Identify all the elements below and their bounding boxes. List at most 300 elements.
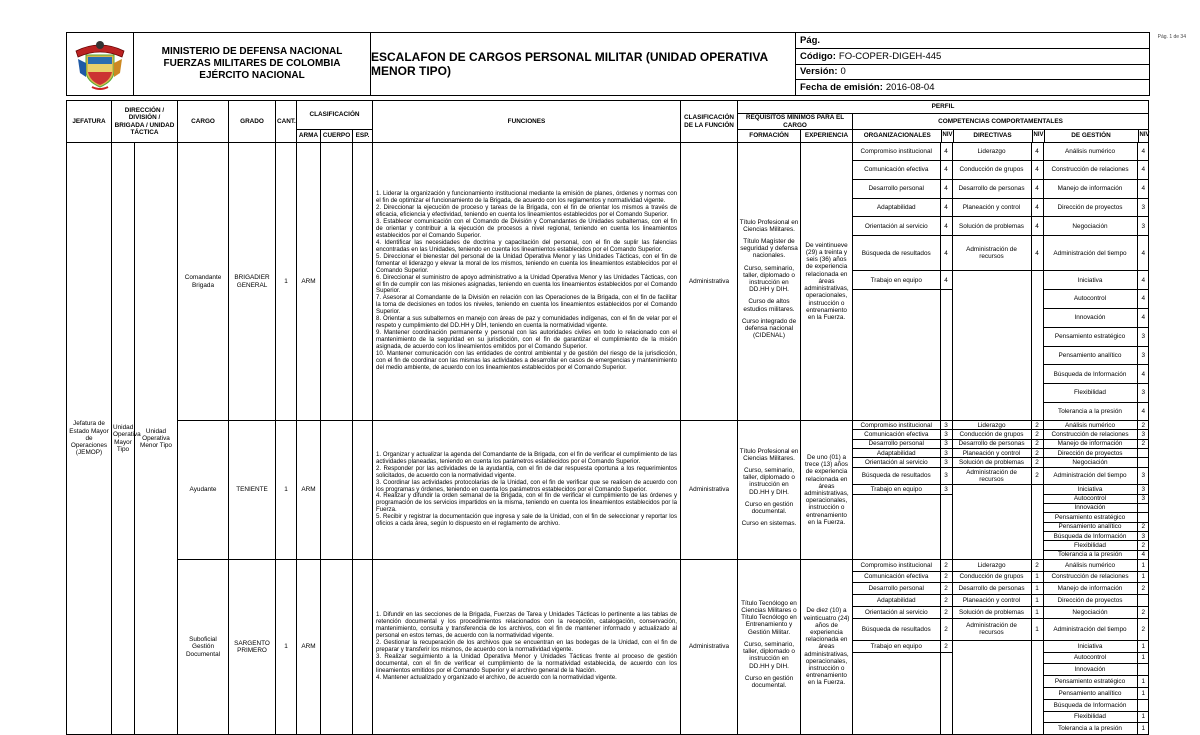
esp-cell [353, 560, 373, 735]
competencia-row [853, 467, 1149, 485]
organizacional-item: Comunicación efectiva [853, 161, 940, 180]
competencia-row [853, 402, 1149, 420]
organizacional-item [853, 652, 940, 664]
gestion-nivel: 1 [1137, 652, 1149, 664]
jefatura-cell: Jefatura de Estado Mayor de Operaciones (JEMOP) [67, 143, 112, 735]
directiva-nivel: 2 [1031, 448, 1043, 457]
organizacional-item [853, 494, 940, 503]
col-competencias: COMPETENCIAS COMPORTAMENTALES [853, 114, 1149, 130]
organizacional-item: Adaptabilidad [853, 198, 940, 217]
directiva-item [952, 664, 1031, 676]
gestion-nivel [1137, 595, 1149, 607]
competencia-row [853, 458, 1149, 467]
gestion-nivel: 3 [1137, 485, 1149, 494]
gestion-item: Administración del tiempo [1043, 236, 1137, 271]
cargo-cell: Comandante Brigada [178, 143, 229, 421]
clasif-funcion-cell: Administrativa [681, 560, 738, 735]
organizacional-nivel: 4 [940, 271, 952, 290]
competencia-row [853, 448, 1149, 457]
gestion-nivel: 1 [1137, 571, 1149, 583]
organizacional-item [853, 541, 940, 550]
gestion-nivel: 3 [1137, 384, 1149, 403]
directiva-item [952, 365, 1031, 384]
gestion-item: Pensamiento estratégico [1043, 327, 1137, 346]
directiva-nivel [1031, 522, 1043, 531]
formacion-item: Curso en gestión documental. [744, 674, 794, 689]
directiva-item [952, 640, 1031, 652]
formacion-item: Curso en gestión documental. [744, 500, 794, 515]
directiva-item [952, 494, 1031, 503]
organizacional-nivel: 4 [940, 198, 952, 217]
competencia-row [853, 503, 1149, 512]
funcion-item: 3. Realizar seguimiento a la Unidad Operativa Menor y Unidades Tácticas frente al proceso de gestión documental, con el fin de verificar el cumplimiento de la normatividad establecida, de acuerdo con los lineamientos emitidos por el Comando Superior y el archivo general de la Nación. [376, 652, 677, 674]
gestion-nivel: 3 [1137, 467, 1149, 485]
org-line-forces: FUERZAS MILITARES DE COLOMBIA [163, 58, 341, 69]
directiva-nivel [1031, 676, 1043, 688]
organizacional-nivel [940, 522, 952, 531]
funcion-item: 1. Liderar la organización y funcionamiento institucional mediante la emisión de planes, órdenes y normas con el fin de optimizar el funcionamiento de la Brigada, de acuerdo con los reglamentos y normatividad vigente. [376, 190, 677, 205]
gestion-item: Análisis numérico [1043, 560, 1137, 571]
organizacional-nivel [940, 365, 952, 384]
funcion-item: 4. Mantener actualizado y organizado el archivo, de acuerdo con la normatividad vigente. [376, 673, 617, 681]
arma-cell: ARM [297, 560, 321, 735]
gestion-nivel: 3 [1137, 198, 1149, 217]
organizacional-item: Trabajo en equipo [853, 485, 940, 494]
directiva-nivel [1031, 687, 1043, 699]
competencia-row [853, 583, 1149, 595]
col-funciones: FUNCIONES [373, 101, 681, 143]
directiva-item: Liderazgo [952, 560, 1031, 571]
competencia-row [853, 676, 1149, 688]
competencia-row [853, 384, 1149, 403]
organizacional-item: Adaptabilidad [853, 595, 940, 607]
gestion-nivel: 1 [1137, 560, 1149, 571]
table-row [67, 421, 1149, 560]
organizacional-nivel [940, 699, 952, 711]
organizacional-item [853, 308, 940, 327]
esp-cell [353, 143, 373, 421]
cuerpo-cell [321, 421, 353, 560]
directiva-item: Desarrollo de personas [952, 583, 1031, 595]
cant-cell: 1 [276, 143, 297, 421]
directiva-item: Conducción de grupos [952, 571, 1031, 583]
col-cargo: CARGO [178, 101, 229, 143]
positions-table [66, 100, 1149, 735]
cuerpo-cell [321, 560, 353, 735]
organizacional-item [853, 513, 940, 522]
directiva-item: Planeación y control [952, 448, 1031, 457]
directiva-item [952, 290, 1031, 309]
competencia-row [853, 664, 1149, 676]
gestion-item: Análisis numérico [1043, 421, 1137, 430]
gestion-nivel [1137, 699, 1149, 711]
competencias-cell [853, 560, 1149, 735]
formacion-item: Título Profesional en Ciencias Militares. [739, 447, 799, 462]
arma-cell: ARM [297, 143, 321, 421]
gestion-item: Manejo de información [1043, 439, 1137, 448]
col-experiencia: EXPERIENCIA [801, 130, 853, 143]
formacion-item: Curso en sistemas. [741, 520, 797, 528]
organizacional-nivel [940, 327, 952, 346]
gestion-nivel: 3 [1137, 531, 1149, 540]
gestion-item: Dirección de proyectos [1043, 198, 1137, 217]
meta-code: Código: FO-COPER-DIGEH-445 [796, 49, 1149, 65]
gestion-item: Innovación [1043, 503, 1137, 512]
organizacional-nivel [940, 711, 952, 723]
competencia-row [853, 699, 1149, 711]
organizacional-nivel: 2 [940, 560, 952, 571]
competencias-table [853, 143, 1149, 420]
gestion-item: Construcción de relaciones [1043, 430, 1137, 439]
organizacional-nivel: 3 [940, 485, 952, 494]
organizacional-item: Adaptabilidad [853, 448, 940, 457]
organizacional-nivel: 4 [940, 161, 952, 180]
competencia-row [853, 652, 1149, 664]
gestion-nivel: 2 [1137, 421, 1149, 430]
organizacional-item [853, 664, 940, 676]
formacion-item: Curso, seminario, taller, diplomado o instrucción en DD.HH y DIH. [743, 264, 795, 294]
organizacional-item [853, 346, 940, 365]
gestion-item: Administración del tiempo [1043, 618, 1137, 640]
organizacional-item [853, 522, 940, 531]
competencia-row [853, 161, 1149, 180]
competencia-row [853, 421, 1149, 430]
competencia-row [853, 494, 1149, 503]
col-esp: ESP. [353, 130, 373, 143]
gestion-item: Flexibilidad [1043, 541, 1137, 550]
directiva-nivel [1031, 346, 1043, 365]
gestion-item: Iniciativa [1043, 640, 1137, 652]
directiva-item: Solución de problemas [952, 458, 1031, 467]
competencia-row [853, 541, 1149, 550]
grado-cell: TENIENTE [229, 421, 276, 560]
directiva-nivel [1031, 652, 1043, 664]
gestion-item: Innovación [1043, 664, 1137, 676]
directiva-item: Administración de recursos [952, 236, 1031, 271]
gestion-nivel: 1 [1137, 711, 1149, 723]
gestion-nivel: 3 [1137, 217, 1149, 236]
gestion-item: Dirección de proyectos [1043, 448, 1137, 457]
directiva-item [952, 541, 1031, 550]
organizacional-item [853, 711, 940, 723]
directiva-item [952, 485, 1031, 494]
organizacional-nivel: 2 [940, 618, 952, 640]
gestion-item: Pensamiento estratégico [1043, 513, 1137, 522]
directiva-item [952, 531, 1031, 540]
gestion-item: Autocontrol [1043, 652, 1137, 664]
directiva-nivel: 4 [1031, 179, 1043, 198]
funcion-item: 8. Orientar a sus subalternos en manejo con áreas de paz y comunidades indígenas, con el fin de velar por el respeto y cumplimiento del DD.HH y DIH, teniendo en cuenta la normatividad vigente. [376, 315, 677, 330]
organizacional-nivel: 3 [940, 458, 952, 467]
gestion-item: Flexibilidad [1043, 711, 1137, 723]
meta-date: Fecha de emisión: 2016-08-04 [800, 82, 935, 94]
gestion-nivel: 3 [1137, 430, 1149, 439]
funciones-cell [373, 560, 681, 735]
competencia-row [853, 236, 1149, 271]
directiva-nivel [1031, 327, 1043, 346]
cant-cell: 1 [276, 560, 297, 735]
competencia-row [853, 217, 1149, 236]
directiva-item: Conducción de grupos [952, 161, 1031, 180]
funcion-item: 2. Gestionar la recuperación de los archivos que se encuentran en las bodegas de la Unidad, con el fin de preparar y transferir los mismos, de acuerdo con la normatividad vigente. [376, 639, 677, 653]
organizacional-item [853, 550, 940, 559]
gestion-nivel: 2 [1137, 439, 1149, 448]
organizacional-item [853, 290, 940, 309]
directiva-nivel: 2 [1031, 467, 1043, 485]
directiva-item: Solución de problemas [952, 217, 1031, 236]
gestion-item: Pensamiento analítico [1043, 522, 1137, 531]
directiva-nivel: 2 [1031, 421, 1043, 430]
gestion-item: Flexibilidad [1043, 384, 1137, 403]
gestion-item: Iniciativa [1043, 271, 1137, 290]
organizacional-nivel: 4 [940, 217, 952, 236]
directiva-nivel: 1 [1031, 618, 1043, 640]
gestion-nivel [1137, 664, 1149, 676]
directiva-nivel [1031, 699, 1043, 711]
document-header [66, 32, 1150, 96]
organizacional-nivel [940, 346, 952, 365]
gestion-nivel [1137, 448, 1149, 457]
formacion-item: Curso, seminario, taller, diplomado o instrucción en DD.HH y DIH. [743, 640, 795, 670]
funcion-item: 3. Establecer comunicación con el Comando de División y Comandantes de Unidades subalternas, con el fin de orientar y contribuir a la ejecución de procesos a nivel regional, teniendo en cuenta los lineamientos establecidos por el Comando Superior. [376, 217, 677, 239]
organizacional-nivel [940, 513, 952, 522]
directiva-nivel: 2 [1031, 439, 1043, 448]
organizacional-nivel: 3 [940, 421, 952, 430]
col-cant: CANT. [276, 101, 297, 143]
organizacional-item: Orientación al servicio [853, 606, 940, 618]
organization-block [134, 33, 371, 95]
directiva-nivel [1031, 531, 1043, 540]
table-row [67, 143, 1149, 421]
organizacional-nivel [940, 676, 952, 688]
organizacional-item [853, 365, 940, 384]
organizacional-item: Desarrollo personal [853, 583, 940, 595]
organizacional-nivel [940, 503, 952, 512]
directiva-item [952, 676, 1031, 688]
clasif-funcion-cell: Administrativa [681, 143, 738, 421]
directiva-nivel [1031, 723, 1043, 734]
gestion-nivel: 2 [1137, 522, 1149, 531]
directiva-item: Solución de problemas [952, 606, 1031, 618]
gestion-item: Manejo de información [1043, 583, 1137, 595]
gestion-nivel: 1 [1137, 687, 1149, 699]
organizacional-item [853, 402, 940, 420]
directiva-item: Desarrollo de personas [952, 179, 1031, 198]
directiva-nivel: 1 [1031, 595, 1043, 607]
competencia-row [853, 723, 1149, 734]
unidad-cell: Unidad Operativa Menor Tipo [135, 143, 178, 735]
organizacional-nivel: 4 [940, 236, 952, 271]
col-arma: ARMA [297, 130, 321, 143]
gestion-nivel: 2 [1137, 618, 1149, 640]
directiva-nivel [1031, 503, 1043, 512]
directiva-nivel: 4 [1031, 161, 1043, 180]
directiva-nivel: 4 [1031, 198, 1043, 217]
competencia-row [853, 143, 1149, 161]
grado-cell: SARGENTO PRIMERO [229, 560, 276, 735]
gestion-item: Manejo de información [1043, 179, 1137, 198]
gestion-item: Dirección de proyectos [1043, 595, 1137, 607]
directiva-nivel [1031, 308, 1043, 327]
organizacional-nivel: 3 [940, 467, 952, 485]
gestion-item: Tolerancia a la presión [1043, 550, 1137, 559]
organizacional-nivel [940, 687, 952, 699]
directiva-nivel [1031, 550, 1043, 559]
directiva-nivel [1031, 271, 1043, 290]
funcion-item: 2. Direccionar la ejecución de proceso y tareas de la Brigada, con el fin de orientar los mismos a través de eficacia, eficiencia y efectividad, teniendo en cuenta los lineamientos establecidos por el Comando Superior. [376, 204, 677, 218]
page-number: Pág. 1 de 34 [1157, 34, 1186, 40]
gestion-item: Construcción de relaciones [1043, 571, 1137, 583]
gestion-nivel: 4 [1137, 290, 1149, 309]
organizacional-nivel [940, 402, 952, 420]
col-clasif-funcion: CLASIFICACIÓN DE LA FUNCIÓN [681, 101, 738, 143]
organizacional-item [853, 531, 940, 540]
competencia-row [853, 522, 1149, 531]
meta-page: Pág. [796, 33, 1149, 49]
col-clasificacion: CLASIFICACIÓN [297, 101, 373, 130]
cargo-cell: Suboficial Gestión Documental [178, 560, 229, 735]
organizacional-nivel [940, 652, 952, 664]
grado-cell: BRIGADIER GENERAL [229, 143, 276, 421]
org-line-ministry: MINISTERIO DE DEFENSA NACIONAL [161, 46, 343, 57]
competencia-row [853, 560, 1149, 571]
col-perfil: PERFIL [738, 101, 1149, 114]
funciones-cell [373, 143, 681, 421]
gestion-item: Búsqueda de Información [1043, 699, 1137, 711]
competencia-row [853, 271, 1149, 290]
directiva-item [952, 271, 1031, 290]
document-meta [796, 33, 1149, 95]
organizacional-item [853, 384, 940, 403]
organizacional-item [853, 503, 940, 512]
organizacional-item: Búsqueda de resultados [853, 618, 940, 640]
directiva-item: Administración de recursos [952, 467, 1031, 485]
gestion-item: Negociación [1043, 458, 1137, 467]
directiva-nivel: 2 [1031, 560, 1043, 571]
formacion-item: Curso integrado de defensa nacional (CIDENAL) [741, 317, 797, 340]
gestion-nivel [1137, 503, 1149, 512]
gestion-item: Autocontrol [1043, 290, 1137, 309]
competencia-row [853, 179, 1149, 198]
directiva-item [952, 522, 1031, 531]
gestion-nivel: 1 [1137, 723, 1149, 734]
organizacional-item [853, 699, 940, 711]
gestion-nivel: 3 [1137, 327, 1149, 346]
gestion-item: Autocontrol [1043, 494, 1137, 503]
gestion-nivel: 2 [1137, 606, 1149, 618]
col-requisitos: REQUISITOS MÍNIMOS PARA EL CARGO [738, 114, 853, 130]
competencia-row [853, 485, 1149, 494]
funcion-item: 4. Identificar las necesidades de doctrina y capacitación del personal, con el fin de suplir las falencias encontradas en las Unidades, teniendo en cuenta los lineamientos establecidos por el Comando Superior. [376, 238, 677, 253]
gestion-item: Administración del tiempo [1043, 467, 1137, 485]
funcion-item: 5. Recibir y registrar la documentación que ingresa y sale de la Unidad, con el fin de seleccionar y reportar los oficios a cada área, según lo dispuesto en el reglamento de archivo. [376, 513, 677, 528]
col-grado: GRADO [229, 101, 276, 143]
formacion-item: Título Tecnólogo en Ciencias Militares o Título Tecnólogo en Entrenamiento y Gestión Militar. [741, 599, 797, 636]
competencia-row [853, 430, 1149, 439]
competencia-row [853, 606, 1149, 618]
funcion-item: 1. Organizar y actualizar la agenda del Comandante de la Brigada, con el fin de verificar el cumplimiento de las actividades planeadas, teniendo en cuenta los parámetros establecidos por el Comando Superior. [376, 450, 677, 465]
competencia-row [853, 346, 1149, 365]
gestion-nivel: 2 [1137, 583, 1149, 595]
funcion-item: 6. Direccionar el suministro de apoyo administrativo a la Unidad Operativa Menor y las Unidades Tácticas, con el fin de cumplir con las misiones asignadas, teniendo en cuenta los lineamientos establecidos por el Comando Superior. [376, 273, 677, 295]
organizacional-item: Orientación al servicio [853, 217, 940, 236]
competencias-table [853, 560, 1149, 734]
organizacional-nivel [940, 550, 952, 559]
document-title: ESCALAFON DE CARGOS PERSONAL MILITAR (UNIDAD OPERATIVA MENOR TIPO) [371, 33, 796, 95]
directiva-nivel [1031, 402, 1043, 420]
organizacional-item: Búsqueda de resultados [853, 467, 940, 485]
gestion-nivel: 4 [1137, 550, 1149, 559]
competencia-row [853, 198, 1149, 217]
organizacional-nivel [940, 494, 952, 503]
competencias-subheader: ORGANIZACIONALES NIV DIRECTIVAS NIV DE GESTIÓN NIV [853, 130, 1149, 143]
directiva-item [952, 384, 1031, 403]
esp-cell [353, 421, 373, 560]
competencia-row [853, 439, 1149, 448]
organizacional-nivel: 4 [940, 179, 952, 198]
formacion-cell [738, 143, 801, 421]
meta-version: Versión: 0 [796, 65, 1149, 81]
gestion-item: Análisis numérico [1043, 143, 1137, 161]
directiva-nivel: 1 [1031, 571, 1043, 583]
army-emblem-logo [67, 33, 134, 95]
formacion-item: Título Profesional en Ciencias Militares. [739, 218, 799, 233]
directiva-item [952, 711, 1031, 723]
organizacional-nivel: 2 [940, 571, 952, 583]
cuerpo-cell [321, 143, 353, 421]
directiva-nivel [1031, 494, 1043, 503]
directiva-item [952, 327, 1031, 346]
gestion-nivel: 4 [1137, 143, 1149, 161]
directiva-nivel [1031, 485, 1043, 494]
organizacional-item [853, 687, 940, 699]
organizacional-nivel [940, 308, 952, 327]
competencia-row [853, 711, 1149, 723]
organizacional-item: Desarrollo personal [853, 179, 940, 198]
directiva-nivel [1031, 513, 1043, 522]
col-direccion: DIRECCIÓN / DIVISIÓN / BRIGADA / UNIDAD TÁCTICA [112, 101, 178, 143]
organizacional-nivel: 2 [940, 640, 952, 652]
gestion-item: Tolerancia a la presión [1043, 402, 1137, 420]
formacion-cell [738, 560, 801, 735]
gestion-nivel: 4 [1137, 308, 1149, 327]
organizacional-item: Comunicación efectiva [853, 571, 940, 583]
competencias-table [853, 421, 1149, 559]
competencia-row [853, 531, 1149, 540]
organizacional-item: Comunicación efectiva [853, 430, 940, 439]
directiva-item [952, 687, 1031, 699]
organizacional-nivel: 2 [940, 583, 952, 595]
organizacional-item: Compromiso institucional [853, 143, 940, 161]
gestion-item: Búsqueda de Información [1043, 531, 1137, 540]
directiva-nivel [1031, 384, 1043, 403]
gestion-item: Construcción de relaciones [1043, 161, 1137, 180]
directiva-item: Liderazgo [952, 143, 1031, 161]
competencia-row [853, 687, 1149, 699]
organizacional-nivel [940, 541, 952, 550]
organizacional-nivel: 2 [940, 606, 952, 618]
organizacional-nivel [940, 664, 952, 676]
directiva-item [952, 550, 1031, 559]
formacion-item: Curso, seminario, taller, diplomado o instrucción en DD.HH y DIH. [743, 466, 795, 496]
directiva-item [952, 308, 1031, 327]
organizacional-nivel [940, 384, 952, 403]
competencia-row [853, 550, 1149, 559]
experiencia-cell: De veintinueve (29) a treinta y seis (36) años de experiencia relacionada en áreas administrativas, operacionales, instrucción o entrenamiento en la Fuerza. [801, 143, 853, 421]
directiva-nivel [1031, 290, 1043, 309]
experiencia-cell: De uno (01) a trece (13) años de experiencia relacionada en áreas administrativas, operacionales, instrucción o entrenamiento en la Fuerza. [801, 421, 853, 560]
organizacional-item: Trabajo en equipo [853, 271, 940, 290]
